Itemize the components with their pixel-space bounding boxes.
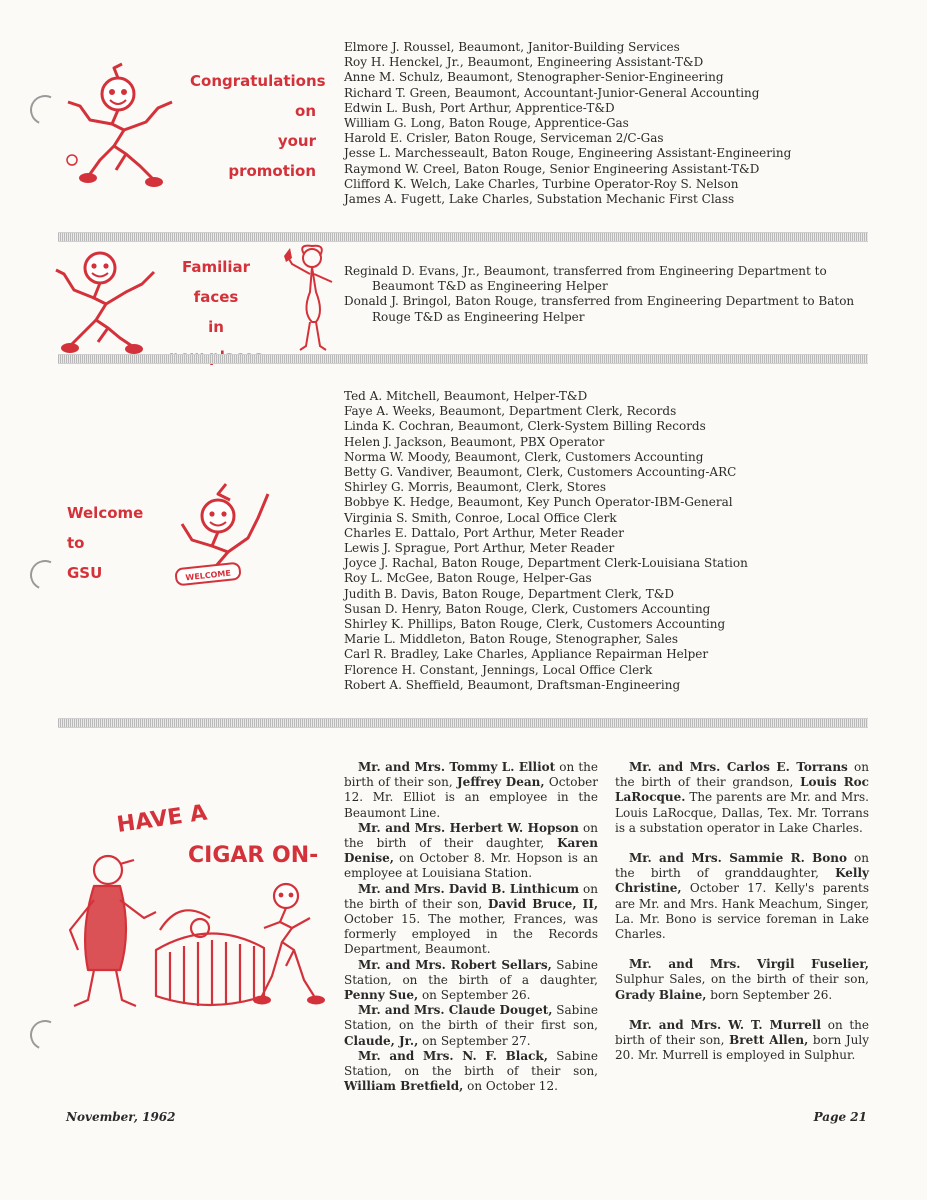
- birth-parents: Mr. and Mrs. W. T. Murrell: [629, 1017, 822, 1032]
- welcome-entry: Shirley G. Morris, Beaumont, Clerk, Stores: [344, 480, 607, 495]
- transfer-entry: Donald J. Bringol, Baton Rouge, transferred from Engineering Department to Baton Rouge T&D as Engineering Helper: [344, 294, 855, 324]
- welcome-heading-line-1: Welcome: [67, 504, 144, 522]
- reddy-kilowatt-welcome-sign-illustration: [172, 480, 282, 592]
- birth-announcement: [344, 821, 598, 882]
- woman-figure-illustration: [282, 242, 340, 354]
- promotion-entry: Clifford K. Welch, Lake Charles, Turbine Operator-Roy S. Nelson: [344, 176, 739, 191]
- section-divider: [58, 354, 868, 364]
- birth-text: Sabine Station, on the birth of a daughter,: [344, 957, 598, 987]
- welcome-heading: [67, 498, 147, 588]
- birth-parents: Mr. and Mrs. N. F. Black,: [358, 1048, 548, 1063]
- welcome-entry: Susan D. Henry, Baton Rouge, Clerk, Customers Accounting: [344, 601, 711, 616]
- transfers-heading-line-2: in: [208, 318, 224, 336]
- birth-text: October 15. The mother, Frances, was formerly employed in the Records Department, Beaumont.: [344, 912, 598, 957]
- birth-text: on October 8. Mr. Hopson is an employee at Louisiana Station.: [344, 851, 598, 881]
- birth-announcement: [615, 1018, 869, 1064]
- birth-parents: Mr. and Mrs. Herbert W. Hopson: [358, 820, 579, 835]
- birth-parents: Mr. and Mrs. Tommy L. Elliot: [358, 760, 556, 774]
- welcome-heading-line-2: to: [67, 534, 85, 552]
- birth-parents: Mr. and Mrs. Virgil Fuselier,: [629, 957, 869, 972]
- welcome-entry: Betty G. Vandiver, Beaumont, Clerk, Customers Accounting-ARC: [344, 465, 737, 480]
- birth-text: October 17. Kelly's parents are Mr. and Mrs. Hank Meachum, Singer, La. Mr. Bono is service foreman in Lake Charles.: [615, 881, 869, 942]
- birth-child: William Bretfield,: [344, 1079, 464, 1094]
- promotion-entry: Richard T. Green, Beaumont, Accountant-Junior-General Accounting: [344, 85, 760, 100]
- birth-text: October 12. Mr. Elliot is an employee in the Beaumont Line.: [344, 775, 598, 820]
- welcome-entry: Virginia S. Smith, Conroe, Local Office Clerk: [344, 510, 617, 525]
- birth-text: on the birth of their grandson,: [615, 760, 869, 790]
- welcome-entry: Shirley K. Phillips, Baton Rouge, Clerk, Customers Accounting: [344, 617, 726, 632]
- promotion-entry: James A. Fugett, Lake Charles, Substation Mechanic First Class: [344, 192, 735, 207]
- birth-text: born July 20. Mr. Murrell is employed in Sulphur.: [615, 1033, 870, 1063]
- footer-page-number: Page 21: [813, 1110, 867, 1124]
- birth-child: Karen Denise,: [344, 836, 598, 866]
- transfer-entry: Reginald D. Evans, Jr., Beaumont, transferred from Engineering Department to Beaumont T&D as Engineering Helper: [344, 264, 827, 294]
- welcome-entry: Ted A. Mitchell, Beaumont, Helper-T&D: [344, 389, 588, 403]
- promotion-heading-line-2: on: [295, 102, 316, 120]
- welcome-entry: Faye A. Weeks, Beaumont, Department Clerk, Records: [344, 404, 677, 419]
- birth-parents: Mr. and Mrs. Robert Sellars,: [358, 957, 552, 972]
- birth-parents: Mr. and Mrs. Sammie R. Bono: [629, 851, 848, 866]
- birth-text: on September 27.: [418, 1033, 531, 1048]
- birth-child: Penny Sue,: [344, 988, 419, 1003]
- birth-text: on the birth of their son,: [615, 1017, 869, 1048]
- birth-announcement: [344, 760, 598, 821]
- transfers-list: [344, 264, 868, 325]
- welcome-entry: Lewis J. Sprague, Port Arthur, Meter Reader: [344, 541, 615, 556]
- promotion-list: [344, 40, 791, 207]
- binder-hole-3: [26, 1016, 64, 1054]
- binder-hole-1: [26, 91, 64, 129]
- cigar-on-heading: CIGAR ON-: [188, 843, 319, 868]
- promotion-heading-line-1: Congratulations: [190, 72, 326, 90]
- promotion-entry: Elmore J. Roussel, Beaumont, Janitor-Building Services: [344, 40, 680, 54]
- birth-text: on the birth of granddaughter,: [615, 851, 869, 881]
- birth-text: on the birth of their daughter,: [344, 820, 598, 851]
- welcome-list: [344, 389, 748, 693]
- birth-announcement: [344, 1049, 598, 1095]
- promotion-entry: Raymond W. Creel, Baton Rouge, Senior Engineering Assistant-T&D: [344, 161, 760, 176]
- birth-announcement: [615, 760, 869, 836]
- births-column-1: [344, 760, 598, 1094]
- birth-child: Louis Roc LaRocque.: [615, 775, 869, 805]
- promotion-entry: Roy H. Henckel, Jr., Beaumont, Engineering Assistant-T&D: [344, 55, 704, 70]
- birth-text: on the birth of their son,: [344, 881, 598, 911]
- birth-announcement: [615, 851, 869, 942]
- birth-text: on October 12.: [463, 1079, 558, 1094]
- welcome-entry: Bobbye K. Hedge, Beaumont, Key Punch Operator-IBM-General: [344, 495, 733, 510]
- birth-child: Grady Blaine,: [615, 987, 707, 1002]
- birth-text: Sabine Station, on the birth of their first son,: [344, 1003, 598, 1033]
- birth-parents: Mr. and Mrs. Claude Douget,: [358, 1003, 553, 1018]
- birth-announcement: [615, 957, 869, 1003]
- birth-child: Brett Allen,: [729, 1033, 809, 1048]
- birth-child: David Bruce, II,: [487, 896, 599, 911]
- promotion-entry: Edwin L. Bush, Port Arthur, Apprentice-T&D: [344, 100, 615, 115]
- birth-text: Sabine Station, on the birth of their son,: [344, 1048, 598, 1079]
- have-a-heading: HAVE A: [115, 800, 209, 838]
- transfers-heading-line-1: Familiar faces: [181, 258, 251, 306]
- birth-text: on September 26.: [418, 988, 531, 1003]
- births-column-2: [615, 760, 869, 1063]
- birth-announcement: [344, 1003, 598, 1049]
- welcome-entry: Judith B. Davis, Baton Rouge, Department Clerk, T&D: [344, 586, 675, 601]
- birth-parents: Mr. and Mrs. Carlos E. Torrans: [629, 760, 848, 774]
- welcome-entry: Joyce J. Rachal, Baton Rouge, Department Clerk-Louisiana Station: [344, 556, 748, 571]
- promotion-heading: [190, 66, 326, 186]
- welcome-entry: Charles E. Dattalo, Port Arthur, Meter Reader: [344, 525, 624, 540]
- welcome-entry: Marie L. Middleton, Baton Rouge, Stenographer, Sales: [344, 632, 679, 647]
- birth-announcement: [344, 882, 598, 958]
- welcome-entry: Roy L. McGee, Baton Rouge, Helper-Gas: [344, 571, 592, 586]
- promotion-entry: Harold E. Crisler, Baton Rouge, Serviceman 2/C-Gas: [344, 131, 664, 146]
- birth-announcement: [344, 958, 598, 1004]
- have-a-cigar-illustration: [60, 800, 335, 1030]
- welcome-entry: Florence H. Constant, Jennings, Local Office Clerk: [344, 662, 653, 677]
- welcome-sign-text: WELCOME: [185, 568, 232, 583]
- binder-hole-2: [26, 556, 64, 594]
- promotion-heading-line-3: your: [277, 132, 316, 150]
- promotion-entry: Anne M. Schulz, Beaumont, Stenographer-Senior-Engineering: [344, 70, 724, 85]
- footer-date: November, 1962: [66, 1110, 176, 1124]
- welcome-entry: Linda K. Cochran, Beaumont, Clerk-System Billing Records: [344, 419, 706, 434]
- birth-child: Kelly Christine,: [615, 866, 869, 896]
- birth-text: Sulphur Sales, on the birth of their son,: [615, 972, 869, 987]
- promotion-heading-line-4: promotion: [228, 162, 316, 180]
- birth-text: born September 26.: [706, 987, 833, 1002]
- welcome-entry: Helen J. Jackson, Beaumont, PBX Operator: [344, 434, 605, 449]
- promotion-entry: Jesse L. Marchesseault, Baton Rouge, Engineering Assistant-Engineering: [344, 146, 792, 161]
- birth-text: The parents are Mr. and Mrs. Louis LaRocque, Dallas, Tex. Mr. Torrans is a substation operator in Lake Charles.: [615, 790, 869, 835]
- reddy-kilowatt-waving-illustration: [54, 240, 164, 355]
- birth-child: Claude, Jr.,: [344, 1033, 419, 1048]
- section-divider: [58, 718, 868, 728]
- birth-text: on the birth of their son,: [344, 760, 598, 790]
- section-divider: [58, 232, 868, 242]
- birth-child: Jeffrey Dean,: [457, 775, 545, 790]
- welcome-entry: Carl R. Bradley, Lake Charles, Appliance Repairman Helper: [344, 647, 709, 662]
- welcome-entry: Norma W. Moody, Beaumont, Clerk, Customers Accounting: [344, 449, 704, 464]
- promotion-entry: William G. Long, Baton Rouge, Apprentice-Gas: [344, 116, 629, 131]
- reddy-kilowatt-cheering-illustration: [60, 62, 190, 192]
- welcome-entry: Robert A. Sheffield, Beaumont, Draftsman-Engineering: [344, 677, 681, 692]
- welcome-heading-line-3: GSU: [67, 564, 103, 582]
- birth-parents: Mr. and Mrs. David B. Linthicum: [358, 881, 580, 896]
